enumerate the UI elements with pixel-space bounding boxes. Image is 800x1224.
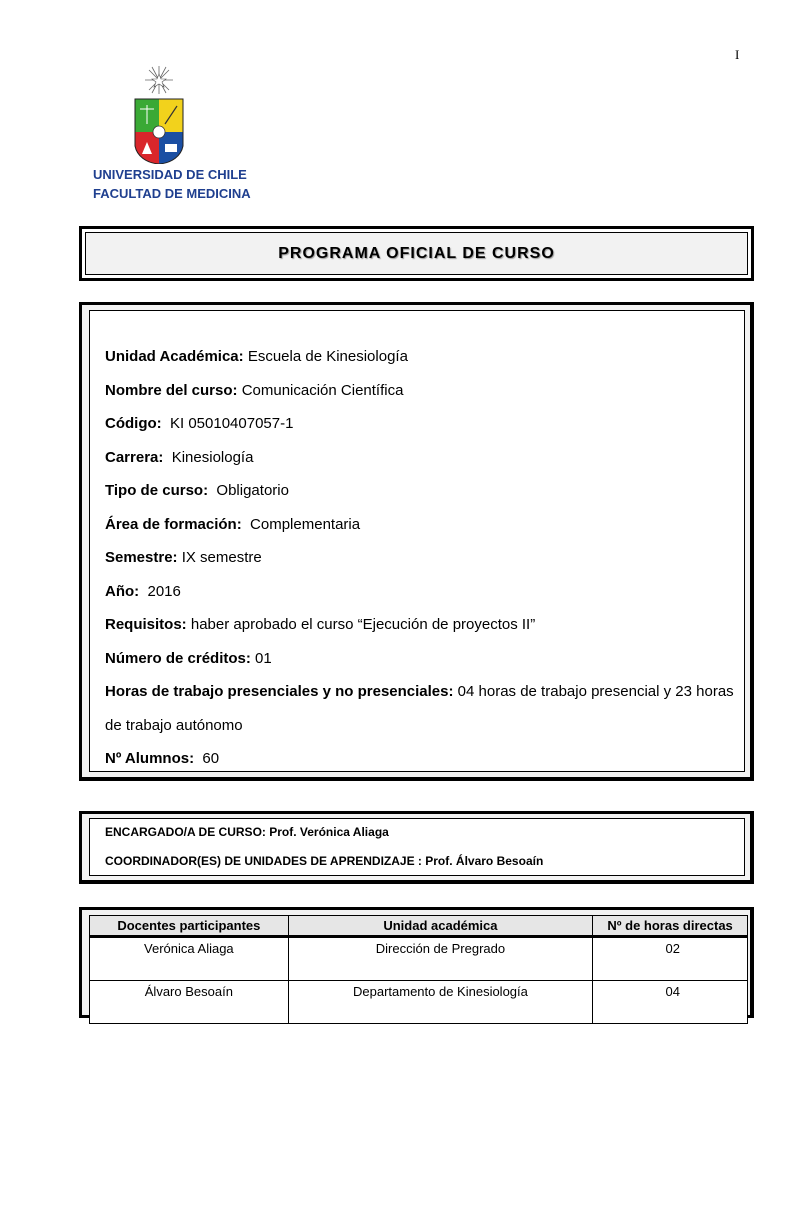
info-value: Escuela de Kinesiología: [243, 348, 408, 365]
info-value: Kinesiología: [163, 448, 254, 466]
coordinador-line: COORDINADOR(ES) DE UNIDADES DE APRENDIZAJE : Prof. Álvaro Besoaín: [105, 854, 544, 868]
column-header: Docentes participantes: [90, 916, 289, 937]
column-header: Nº de horas directas: [593, 916, 748, 937]
info-value: Obligatorio: [208, 482, 289, 499]
info-label: Carrera:: [105, 448, 164, 466]
info-value: Comunicación Científica: [237, 381, 404, 399]
info-row: [105, 675, 738, 742]
info-value: 04 horas de trabajo presencial y 23 horas de trabajo autónomo: [105, 683, 738, 734]
info-row: [105, 508, 734, 542]
info-value: 60: [194, 750, 220, 767]
docente-cell: Álvaro Besoaín: [90, 981, 289, 1024]
info-value: KI 05010407057-1: [161, 415, 294, 432]
page-number: I: [735, 47, 740, 62]
info-label: Horas de trabajo presenciales y no presenciales:: [105, 683, 454, 700]
horas-cell: 02: [593, 937, 748, 981]
info-label: Unidad Académica:: [105, 348, 244, 365]
horas-cell: 04: [593, 981, 748, 1024]
info-label: Nº Alumnos:: [105, 750, 195, 767]
info-label: Año:: [105, 582, 140, 600]
table-row: [90, 981, 748, 1024]
info-row: [105, 474, 734, 508]
info-label: Nombre del curso:: [105, 381, 238, 399]
info-row: [105, 407, 734, 441]
info-label: Tipo de curso:: [105, 482, 209, 499]
course-info-box: [79, 302, 754, 781]
staff-table-box: [79, 907, 754, 1018]
docente-cell: Verónica Aliaga: [90, 937, 289, 981]
table-row: [90, 937, 748, 981]
info-value: IX semestre: [177, 549, 262, 566]
column-header: Unidad académica: [288, 916, 592, 937]
info-row: [105, 742, 734, 776]
page-title: PROGRAMA OFICIAL DE CURSO: [278, 244, 555, 262]
info-row: [105, 541, 734, 575]
faculty-name: FACULTAD DE MEDICINA: [93, 186, 251, 201]
title-box: [79, 226, 754, 281]
info-row: [105, 642, 734, 676]
info-label: Área de formación:: [105, 515, 242, 533]
info-value: 01: [250, 649, 272, 667]
info-row: [105, 608, 734, 642]
info-label: Número de créditos:: [105, 649, 251, 667]
university-name: UNIVERSIDAD DE CHILE: [93, 167, 247, 182]
university-header: [93, 165, 251, 203]
table-header-row: [90, 916, 748, 937]
encargado-line: ENCARGADO/A DE CURSO: Prof. Verónica Aliaga: [105, 825, 389, 839]
course-info-list: [105, 340, 738, 776]
unidad-cell: Dirección de Pregrado: [288, 937, 592, 981]
info-value: haber aprobado el curso “Ejecución de proyectos II”: [186, 616, 536, 633]
info-label: Semestre:: [105, 549, 178, 566]
university-shield-icon: [134, 64, 184, 164]
info-row: [105, 575, 734, 609]
info-row: [105, 340, 734, 374]
responsables-box: [79, 811, 754, 884]
staff-table: [89, 915, 748, 1024]
unidad-cell: Departamento de Kinesiología: [288, 981, 592, 1024]
info-label: Código:: [105, 415, 162, 432]
info-row: [105, 441, 734, 475]
info-value: Complementaria: [241, 515, 361, 533]
info-label: Requisitos:: [105, 616, 187, 633]
info-row: [105, 374, 734, 408]
info-value: 2016: [139, 582, 181, 600]
